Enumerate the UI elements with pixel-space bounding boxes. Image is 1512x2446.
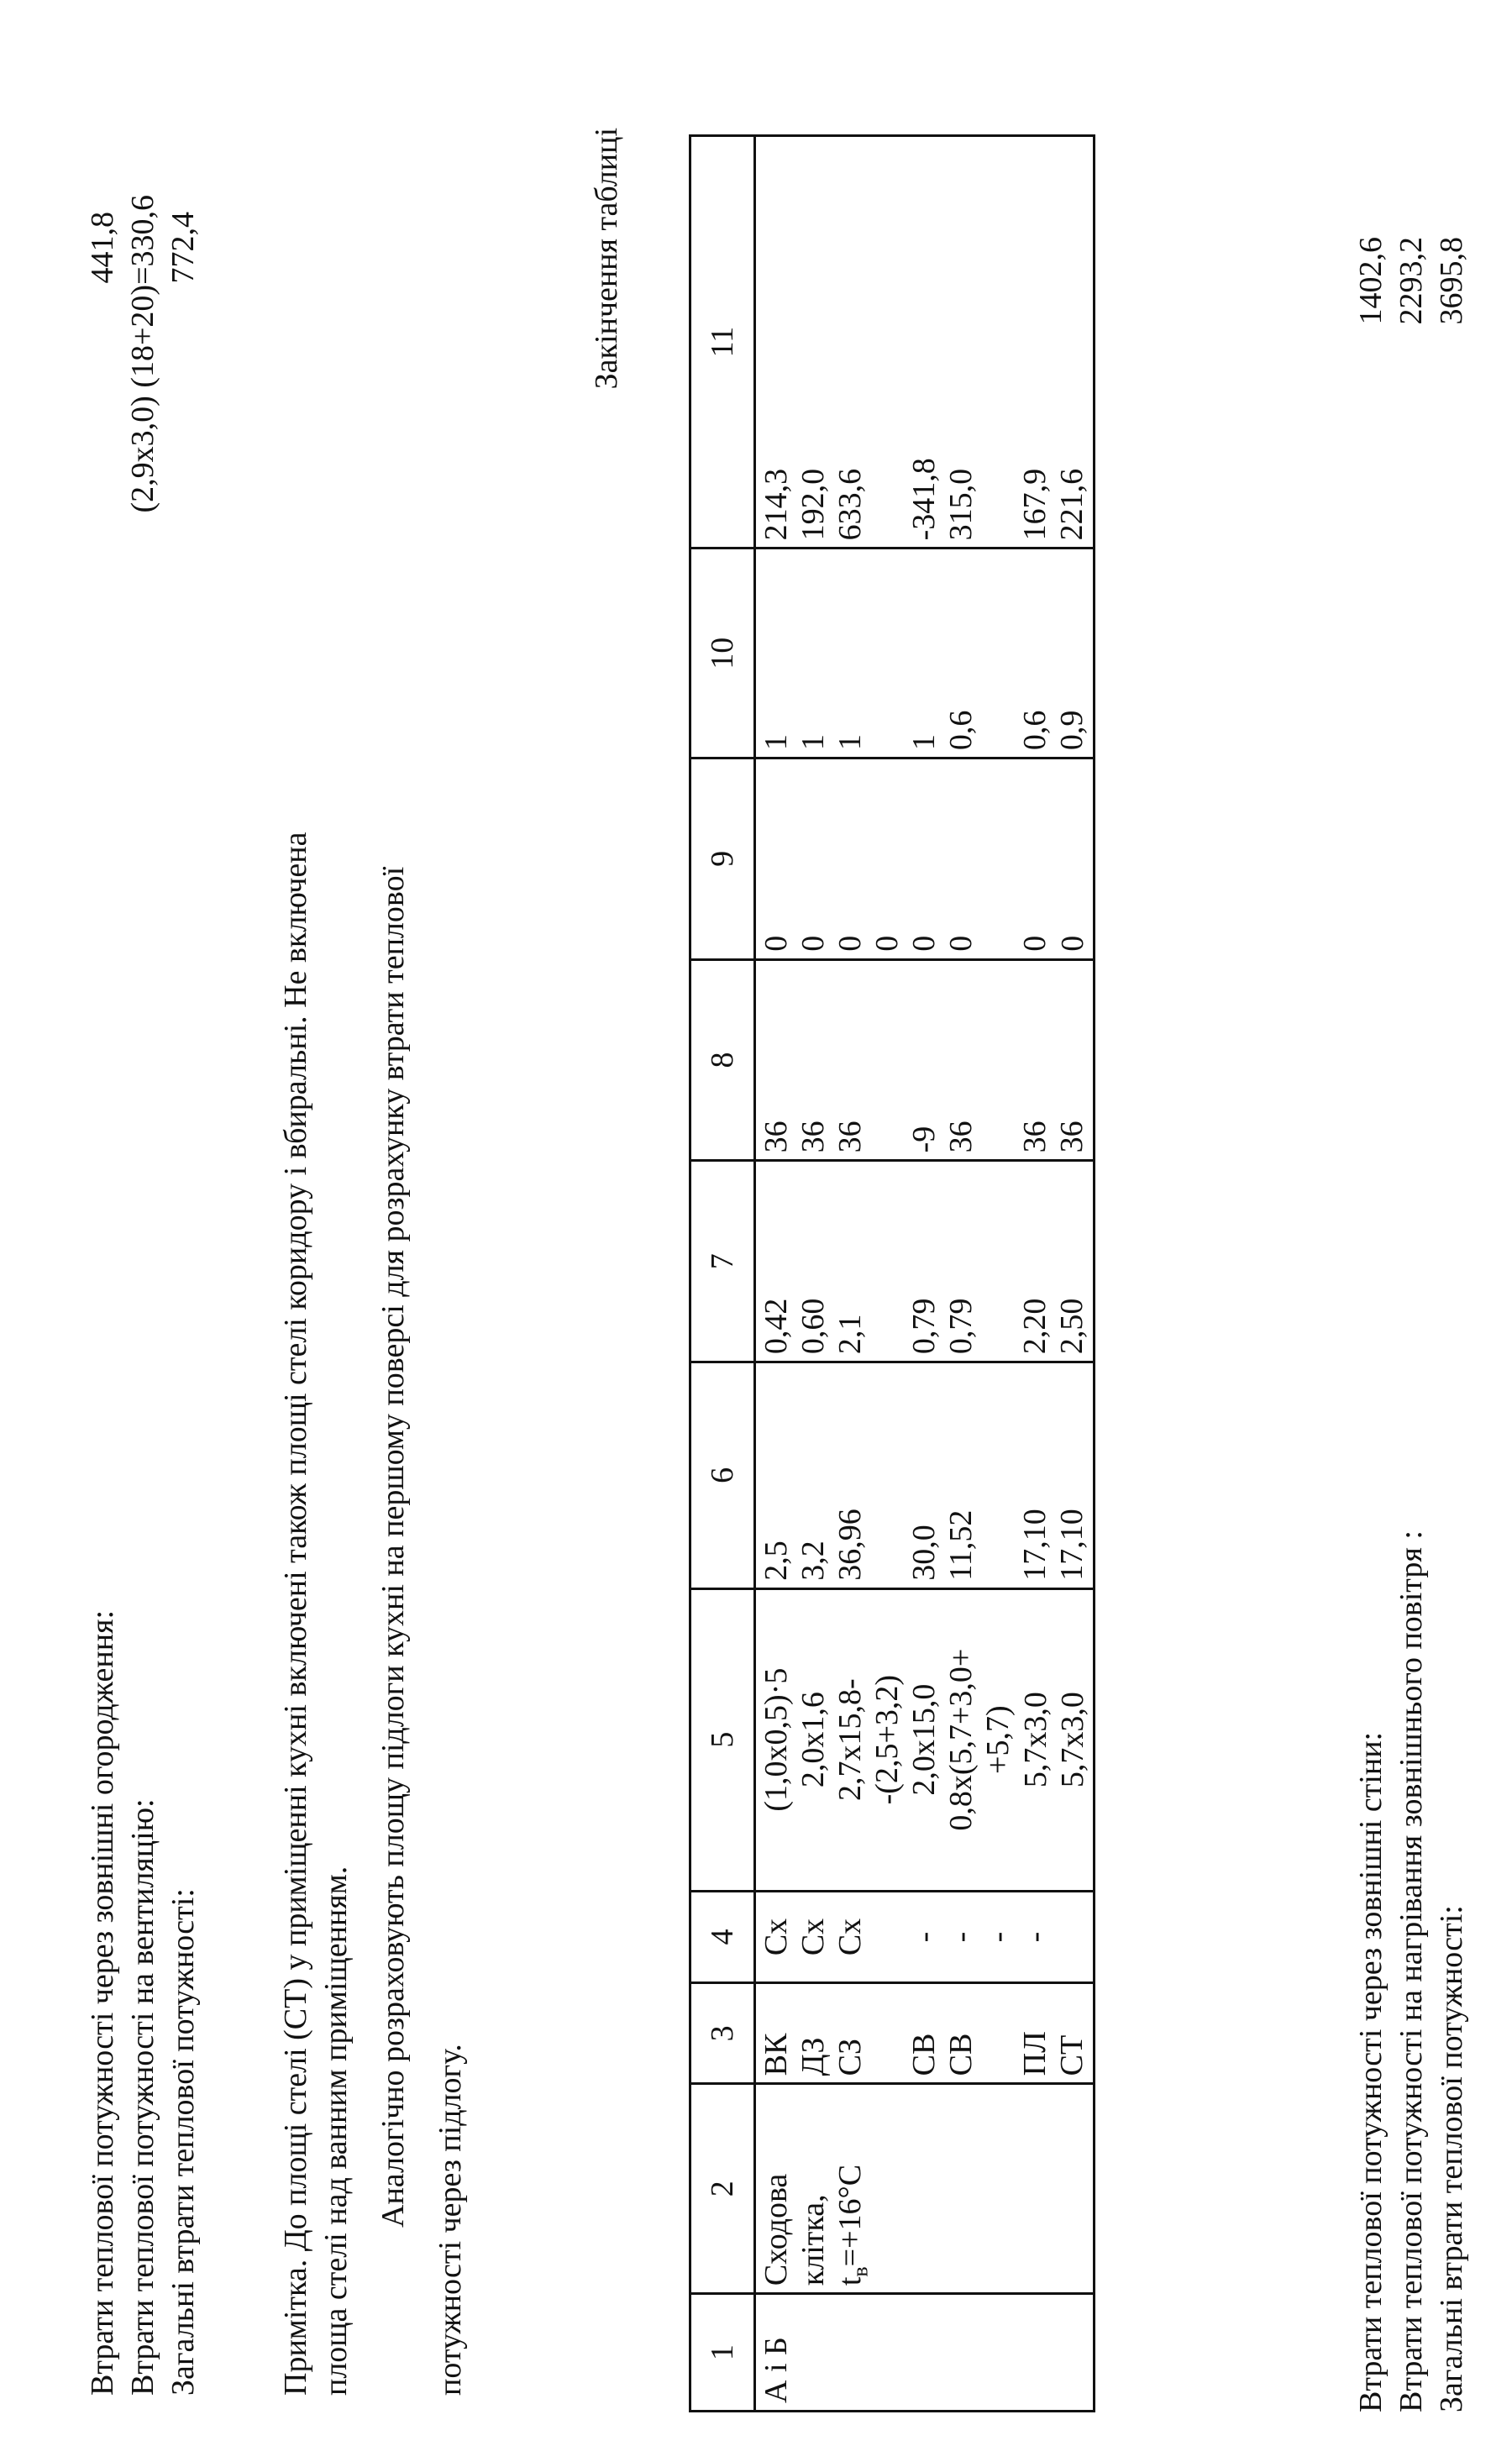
top-summary-label-2: Загальні втрати теплової потужності: <box>165 1888 201 2396</box>
row-4-c6: 30,0 <box>906 1525 942 1581</box>
header-col-5: 5 <box>690 1588 755 1891</box>
bottom-summary-label-2: Загальні втрати теплової потужності: <box>1434 1905 1469 2412</box>
table-body-row <box>755 136 1095 2412</box>
row-2-c5: 2,7x15,8- <box>832 1678 869 1801</box>
row-5-c4: - <box>943 1931 979 1943</box>
row-8-c5: 5,7x3,0 <box>1054 1692 1090 1788</box>
row-8-c3: СТ <box>1054 2034 1090 2076</box>
header-col-2: 2 <box>690 2084 755 2294</box>
room-id: А і Б <box>759 2337 794 2403</box>
header-col-11: 11 <box>690 136 755 549</box>
bottom-summary-label-1: Втрати теплової потужності на нагрівання зовнішнього повітря : <box>1394 1530 1429 2412</box>
row-2-c4: Сх <box>832 1918 869 1956</box>
temp-value: =+16°С <box>832 2164 869 2267</box>
row-6-c11 <box>979 144 1016 540</box>
row-2-c3: СЗ <box>832 2038 869 2076</box>
row-6-c4: - <box>980 1931 1016 1943</box>
heat-loss-table <box>689 134 1095 2412</box>
bottom-summary-value-2: 3695,8 <box>1434 237 1469 325</box>
top-summary-value-1: (2,9x3,0) (18+20)=330,6 <box>125 195 160 513</box>
row-6-c10 <box>979 556 1016 750</box>
col-4-cell <box>755 1891 1095 1983</box>
row-1-c3: ДЗ <box>795 2037 832 2076</box>
row-8-c11: 221,6 <box>1054 468 1090 541</box>
row-2-c6: 36,96 <box>832 1509 869 1581</box>
row-5-c11: 315,0 <box>943 468 979 541</box>
row-1-c10: 1 <box>795 734 832 751</box>
table-caption: Закінчення таблиці <box>589 128 624 390</box>
row-7-c8: 36 <box>1017 1121 1053 1153</box>
note-line-3: Аналогічно розраховують площу підлоги кухні на першому поверсі для розрахунку втрати теплової <box>375 866 411 2228</box>
row-7-c10: 0,6 <box>1017 710 1053 751</box>
row-0-c3: ВК <box>759 2033 794 2076</box>
row-6-c6 <box>979 1370 1016 1581</box>
row-3-c6 <box>869 1370 906 1581</box>
row-4-c11: -341,8 <box>906 458 942 541</box>
row-5-c3: СВ <box>943 2033 979 2076</box>
row-0-c11: 214,3 <box>759 468 794 541</box>
row-1-c4: Сх <box>795 1918 832 1956</box>
room-temperature <box>832 2092 874 2286</box>
row-5-c6: 11,52 <box>943 1509 979 1581</box>
bottom-summary-label-0: Втрати теплової потужності через зовнішні стіни: <box>1353 1731 1389 2412</box>
row-2-c9: 0 <box>832 935 869 952</box>
row-7-c7: 2,20 <box>1017 1298 1053 1355</box>
row-3-c11 <box>869 144 906 540</box>
col-11-cell <box>755 136 1095 549</box>
row-7-c5: 5,7x3,0 <box>1017 1692 1053 1788</box>
room-name-cell <box>755 2084 1095 2294</box>
note-line-2: площа стелі над ванним приміщенням. <box>318 1866 354 2396</box>
row-5-c9: 0 <box>943 935 979 952</box>
row-8-c7: 2,50 <box>1054 1298 1090 1355</box>
row-1-c5: 2,0x1,6 <box>795 1692 832 1788</box>
row-4-c8: -9 <box>906 1126 942 1153</box>
row-6-c8 <box>979 968 1016 1153</box>
note-line-4: потужності через підлогу. <box>433 2044 468 2396</box>
row-0-c7: 0,42 <box>759 1298 794 1355</box>
row-3-c8 <box>869 968 906 1153</box>
header-col-3: 3 <box>690 1983 755 2084</box>
row-3-c5: -(2,5+3,2) <box>869 1674 906 1805</box>
top-summary-value-2: 772,4 <box>165 212 201 284</box>
row-7-c4: - <box>1017 1931 1053 1943</box>
col-9-cell <box>755 758 1095 960</box>
row-3-c10 <box>869 556 906 750</box>
header-col-8: 8 <box>690 959 755 1161</box>
row-8-c9: 0 <box>1054 935 1090 952</box>
row-0-c5: (1,0x0,5)·5 <box>759 1667 794 1812</box>
row-3-c3 <box>869 1991 906 2076</box>
header-col-6: 6 <box>690 1362 755 1589</box>
header-col-4: 4 <box>690 1891 755 1983</box>
top-summary-value-0: 441,8 <box>85 212 120 284</box>
header-col-9: 9 <box>690 758 755 960</box>
bottom-summary-value-1: 2293,2 <box>1394 237 1429 325</box>
col-3-cell <box>755 1983 1095 2084</box>
col-10-cell <box>755 549 1095 758</box>
row-4-c3: СВ <box>906 2033 942 2076</box>
row-3-c4 <box>869 1899 906 1976</box>
row-2-c8: 36 <box>832 1121 869 1153</box>
col-5-cell <box>755 1588 1095 1891</box>
row-5-c7: 0,79 <box>943 1298 979 1355</box>
row-2-c10: 1 <box>832 734 869 751</box>
row-0-c9: 0 <box>759 935 794 952</box>
row-5-c5: 0,8x(5,7+3,0+ <box>943 1648 979 1831</box>
row-8-c4 <box>1054 1899 1091 1976</box>
row-7-c6: 17,10 <box>1017 1509 1053 1581</box>
row-7-c3: ПЛ <box>1017 2031 1053 2076</box>
row-7-c9: 0 <box>1017 935 1053 952</box>
row-3-c9: 0 <box>869 935 906 952</box>
top-summary-label-1: Втрати теплової потужності на вентиляцію: <box>125 1798 160 2396</box>
row-4-c10: 1 <box>906 734 942 751</box>
row-6-c7 <box>979 1168 1016 1354</box>
row-8-c6: 17,10 <box>1054 1509 1090 1581</box>
room-id-cell <box>755 2294 1095 2412</box>
row-4-c7: 0,79 <box>906 1298 942 1355</box>
row-4-c5: 2,0x15,0 <box>906 1683 942 1796</box>
row-1-c6: 3,2 <box>795 1541 832 1581</box>
col-6-cell <box>755 1362 1095 1589</box>
row-4-c9: 0 <box>906 935 942 952</box>
row-6-c5: +5,7) <box>980 1705 1016 1774</box>
header-col-10: 10 <box>690 549 755 758</box>
row-4-c4: - <box>906 1931 942 1943</box>
row-6-c9 <box>979 766 1016 952</box>
col-8-cell <box>755 959 1095 1161</box>
row-1-c9: 0 <box>795 935 832 952</box>
row-5-c8: 36 <box>943 1121 979 1153</box>
temp-subscript: в <box>848 2266 873 2277</box>
row-7-c11: 167,9 <box>1017 468 1053 541</box>
row-0-c10: 1 <box>759 734 794 751</box>
header-col-7: 7 <box>690 1161 755 1362</box>
row-0-c6: 2,5 <box>759 1541 794 1581</box>
temp-symbol: t <box>832 2276 869 2286</box>
row-5-c10: 0,6 <box>943 710 979 751</box>
table-header-row <box>690 136 755 2412</box>
row-8-c10: 0,9 <box>1054 710 1090 751</box>
row-1-c8: 36 <box>795 1121 832 1153</box>
top-summary-label-0: Втрати теплової потужності через зовнішні огородження: <box>85 1609 120 2396</box>
bottom-summary-value-0: 1402,6 <box>1353 237 1389 325</box>
note-line-1: Примітка. До площі стелі (СТ) у приміщенні кухні включені також площі стелі коридору і вбиральні. Не включена <box>278 832 313 2396</box>
row-0-c8: 36 <box>759 1121 794 1153</box>
row-6-c3 <box>979 1991 1016 2076</box>
col-7-cell <box>755 1161 1095 1362</box>
room-name-line-1: Сходова <box>759 2173 794 2286</box>
header-col-1: 1 <box>690 2294 755 2412</box>
row-8-c8: 36 <box>1054 1121 1090 1153</box>
room-name-line-2: клітка, <box>795 2194 832 2286</box>
row-3-c7 <box>869 1168 906 1354</box>
row-1-c7: 0,60 <box>795 1298 832 1355</box>
row-0-c4: Сх <box>759 1918 794 1956</box>
row-2-c11: 633,6 <box>832 468 869 541</box>
row-2-c7: 2,1 <box>832 1314 869 1355</box>
row-1-c11: 192,0 <box>795 468 832 541</box>
